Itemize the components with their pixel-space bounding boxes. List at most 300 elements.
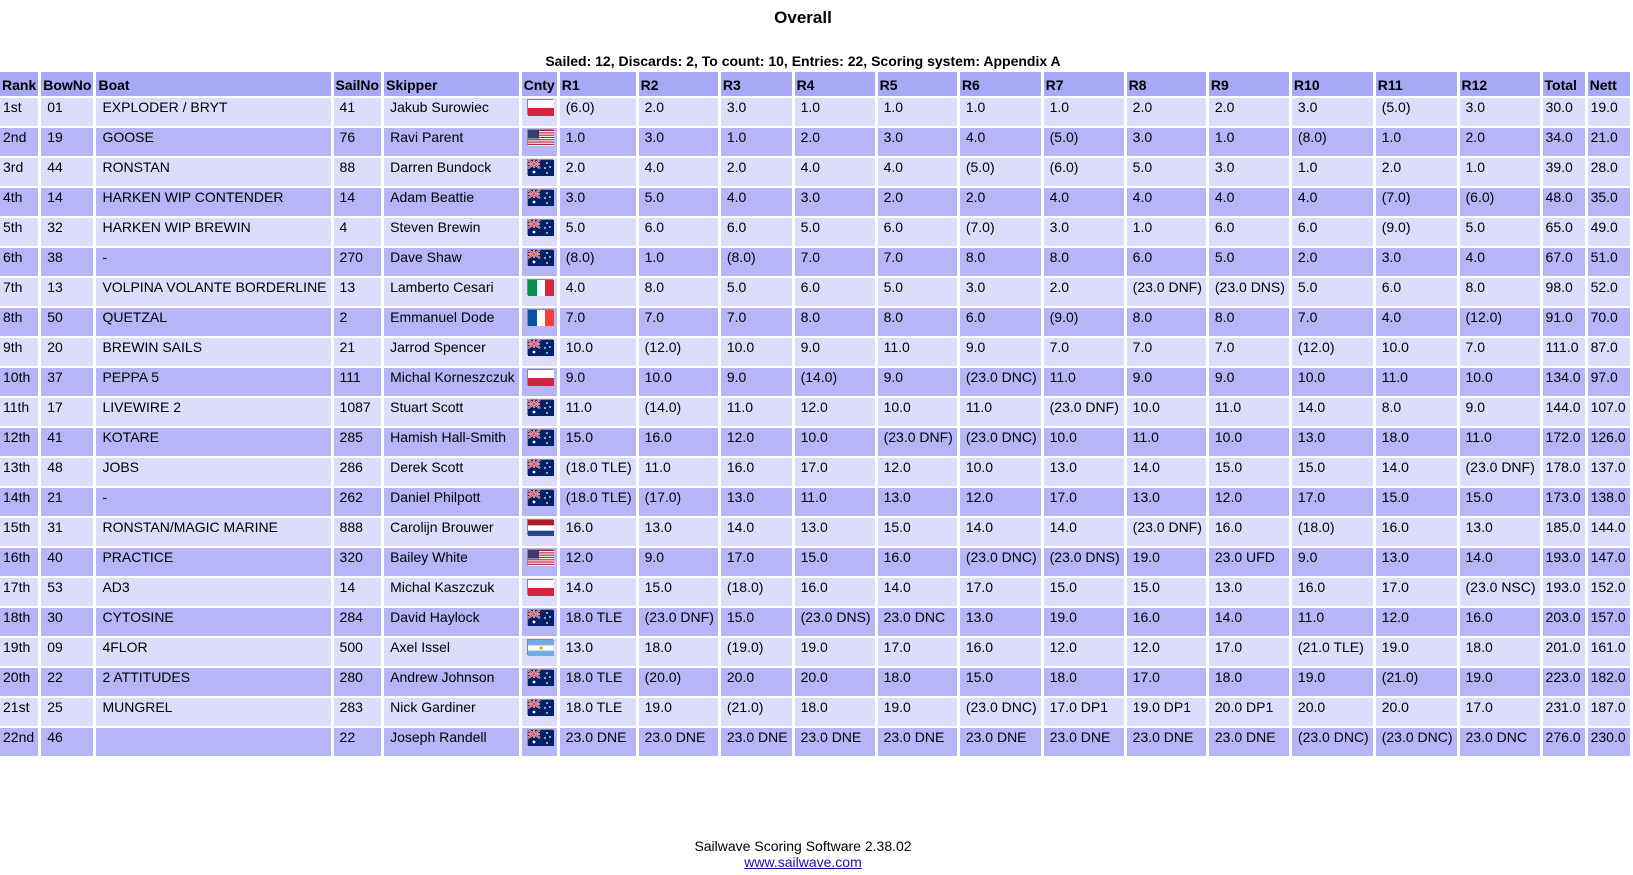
race-1-score-cell: 9.0 (560, 368, 636, 396)
sail-number-cell: 41 (334, 98, 382, 126)
rank-cell: 13th (0, 458, 38, 486)
country-cell (522, 188, 557, 216)
race-3-score-cell: (21.0) (721, 698, 792, 726)
flag-aus-icon (527, 219, 553, 235)
race-3-score-cell: 1.0 (721, 128, 792, 156)
table-row (0, 398, 1630, 426)
race-10-score-cell: 2.0 (1292, 248, 1373, 276)
race-6-score-cell: 6.0 (960, 308, 1041, 336)
race-10-score-cell: 3.0 (1292, 98, 1373, 126)
total-cell: 185.0 (1543, 518, 1585, 546)
table-row (0, 488, 1630, 516)
race-10-score-cell: 7.0 (1292, 308, 1373, 336)
table-row (0, 308, 1630, 336)
total-cell: 201.0 (1543, 638, 1585, 666)
flag-usa-icon (527, 549, 553, 565)
race-9-score-cell: 7.0 (1209, 338, 1289, 366)
country-cell (522, 278, 557, 306)
skipper-cell: Jarrod Spencer (384, 338, 519, 366)
race-1-score-cell: 5.0 (560, 218, 636, 246)
column-header-r1: R1 (560, 72, 636, 96)
race-9-score-cell: 1.0 (1209, 128, 1289, 156)
race-6-score-cell: 11.0 (960, 398, 1041, 426)
country-cell (522, 428, 557, 456)
column-header-cnty: Cnty (522, 72, 557, 96)
race-8-score-cell: 9.0 (1127, 368, 1206, 396)
rank-cell: 3rd (0, 158, 38, 186)
race-10-score-cell: 6.0 (1292, 218, 1373, 246)
race-4-score-cell: 15.0 (795, 548, 875, 576)
column-header-r3: R3 (721, 72, 792, 96)
race-3-score-cell: 2.0 (721, 158, 792, 186)
race-4-score-cell: 20.0 (795, 668, 875, 696)
country-cell (522, 728, 557, 756)
boat-name-cell: RONSTAN (96, 158, 330, 186)
race-9-score-cell: 20.0 DP1 (1209, 698, 1289, 726)
total-cell: 173.0 (1543, 488, 1585, 516)
skipper-cell: Axel Issel (384, 638, 519, 666)
sail-number-cell: 262 (334, 488, 382, 516)
country-cell (522, 548, 557, 576)
total-cell: 39.0 (1543, 158, 1585, 186)
race-3-score-cell: 9.0 (721, 368, 792, 396)
race-5-score-cell: 13.0 (878, 488, 957, 516)
race-11-score-cell: 13.0 (1376, 548, 1457, 576)
flag-aus-icon (527, 249, 553, 265)
race-12-score-cell: 3.0 (1460, 98, 1540, 126)
flag-aus-icon (527, 159, 553, 175)
skipper-cell: Joseph Randell (384, 728, 519, 756)
flag-usa-icon (527, 129, 553, 145)
race-5-score-cell: 5.0 (878, 278, 957, 306)
boat-name-cell: 4FLOR (96, 638, 330, 666)
race-1-score-cell: 13.0 (560, 638, 636, 666)
race-1-score-cell: 10.0 (560, 338, 636, 366)
boat-name-cell: RONSTAN/MAGIC MARINE (96, 518, 330, 546)
total-cell: 276.0 (1543, 728, 1585, 756)
column-header-r8: R8 (1127, 72, 1206, 96)
software-credit: Sailwave Scoring Software 2.38.02 (694, 838, 912, 854)
skipper-cell: Emmanuel Dode (384, 308, 519, 336)
race-9-score-cell: 2.0 (1209, 98, 1289, 126)
rank-cell: 18th (0, 608, 38, 636)
race-5-score-cell: 9.0 (878, 368, 957, 396)
race-12-score-cell: (12.0) (1460, 308, 1540, 336)
rank-cell: 19th (0, 638, 38, 666)
race-11-score-cell: 14.0 (1376, 458, 1457, 486)
nett-cell: 70.0 (1588, 308, 1630, 336)
page-title: Overall (774, 8, 832, 27)
race-9-score-cell: 9.0 (1209, 368, 1289, 396)
race-7-score-cell: 17.0 (1044, 488, 1124, 516)
table-row (0, 368, 1630, 396)
race-8-score-cell: 1.0 (1127, 218, 1206, 246)
rank-cell: 15th (0, 518, 38, 546)
race-9-score-cell: 12.0 (1209, 488, 1289, 516)
table-row (0, 698, 1630, 726)
race-8-score-cell: 19.0 DP1 (1127, 698, 1206, 726)
country-cell (522, 248, 557, 276)
bow-number-cell: 38 (41, 248, 93, 276)
race-6-score-cell: (5.0) (960, 158, 1041, 186)
race-6-score-cell: (7.0) (960, 218, 1041, 246)
race-8-score-cell: 5.0 (1127, 158, 1206, 186)
race-3-score-cell: 14.0 (721, 518, 792, 546)
sail-number-cell: 270 (334, 248, 382, 276)
rank-cell: 22nd (0, 728, 38, 756)
race-10-score-cell: (23.0 DNC) (1292, 728, 1373, 756)
total-cell: 193.0 (1543, 548, 1585, 576)
nett-cell: 51.0 (1588, 248, 1630, 276)
country-cell (522, 128, 557, 156)
sail-number-cell: 22 (334, 728, 382, 756)
total-cell: 34.0 (1543, 128, 1585, 156)
race-5-score-cell: 7.0 (878, 248, 957, 276)
race-1-score-cell: 18.0 TLE (560, 608, 636, 636)
total-cell: 91.0 (1543, 308, 1585, 336)
race-3-score-cell: (8.0) (721, 248, 792, 276)
nett-cell: 157.0 (1588, 608, 1630, 636)
boat-name-cell: AD3 (96, 578, 330, 606)
bow-number-cell: 19 (41, 128, 93, 156)
results-body (0, 98, 1630, 756)
race-7-score-cell: 14.0 (1044, 518, 1124, 546)
table-row (0, 248, 1630, 276)
bow-number-cell: 37 (41, 368, 93, 396)
race-9-score-cell: (23.0 DNS) (1209, 278, 1289, 306)
race-12-score-cell: 13.0 (1460, 518, 1540, 546)
race-2-score-cell: 11.0 (639, 458, 718, 486)
sail-number-cell: 14 (334, 188, 382, 216)
boat-name-cell: KOTARE (96, 428, 330, 456)
race-7-score-cell: (23.0 DNS) (1044, 548, 1124, 576)
race-6-score-cell: 13.0 (960, 608, 1041, 636)
race-5-score-cell: 3.0 (878, 128, 957, 156)
table-row (0, 548, 1630, 576)
column-header-boat: Boat (96, 72, 330, 96)
race-8-score-cell: 4.0 (1127, 188, 1206, 216)
nett-cell: 230.0 (1588, 728, 1630, 756)
boat-name-cell: EXPLODER / BRYT (96, 98, 330, 126)
flag-fra-icon (527, 309, 553, 325)
race-4-score-cell: 2.0 (795, 128, 875, 156)
skipper-cell: Nick Gardiner (384, 698, 519, 726)
race-1-score-cell: 2.0 (560, 158, 636, 186)
race-2-score-cell: 23.0 DNE (639, 728, 718, 756)
race-5-score-cell: 8.0 (878, 308, 957, 336)
race-11-score-cell: 18.0 (1376, 428, 1457, 456)
boat-name-cell: QUETZAL (96, 308, 330, 336)
flag-pol-icon (527, 579, 553, 595)
table-row (0, 98, 1630, 126)
bow-number-cell: 48 (41, 458, 93, 486)
skipper-cell: Michal Kaszczuk (384, 578, 519, 606)
race-4-score-cell: 18.0 (795, 698, 875, 726)
country-cell (522, 158, 557, 186)
country-cell (522, 518, 557, 546)
sail-number-cell: 285 (334, 428, 382, 456)
country-cell (522, 458, 557, 486)
flag-pol-icon (527, 99, 553, 115)
bow-number-cell: 30 (41, 608, 93, 636)
race-11-score-cell: 1.0 (1376, 128, 1457, 156)
race-9-score-cell: 6.0 (1209, 218, 1289, 246)
race-6-score-cell: 16.0 (960, 638, 1041, 666)
rank-cell: 5th (0, 218, 38, 246)
sailwave-link[interactable]: www.sailwave.com (744, 854, 862, 870)
race-2-score-cell: 13.0 (639, 518, 718, 546)
race-2-score-cell: 7.0 (639, 308, 718, 336)
sail-number-cell: 1087 (334, 398, 382, 426)
nett-cell: 138.0 (1588, 488, 1630, 516)
race-4-score-cell: 6.0 (795, 278, 875, 306)
race-3-score-cell: 13.0 (721, 488, 792, 516)
nett-cell: 107.0 (1588, 398, 1630, 426)
race-9-score-cell: 16.0 (1209, 518, 1289, 546)
race-7-score-cell: 3.0 (1044, 218, 1124, 246)
race-2-score-cell: 4.0 (639, 158, 718, 186)
race-4-score-cell: 12.0 (795, 398, 875, 426)
race-4-score-cell: (14.0) (795, 368, 875, 396)
nett-cell: 182.0 (1588, 668, 1630, 696)
race-9-score-cell: 8.0 (1209, 308, 1289, 336)
boat-name-cell: - (96, 488, 330, 516)
rank-cell: 7th (0, 278, 38, 306)
race-12-score-cell: 4.0 (1460, 248, 1540, 276)
nett-cell: 19.0 (1588, 98, 1630, 126)
race-6-score-cell: 8.0 (960, 248, 1041, 276)
rank-cell: 4th (0, 188, 38, 216)
race-7-score-cell: 12.0 (1044, 638, 1124, 666)
race-7-score-cell: (5.0) (1044, 128, 1124, 156)
column-header-r5: R5 (878, 72, 957, 96)
race-10-score-cell: 1.0 (1292, 158, 1373, 186)
race-10-score-cell: 16.0 (1292, 578, 1373, 606)
table-row (0, 638, 1630, 666)
sail-number-cell: 76 (334, 128, 382, 156)
race-3-score-cell: 17.0 (721, 548, 792, 576)
sail-number-cell: 88 (334, 158, 382, 186)
race-1-score-cell: (18.0 TLE) (560, 488, 636, 516)
race-10-score-cell: 19.0 (1292, 668, 1373, 696)
rank-cell: 10th (0, 368, 38, 396)
race-1-score-cell: (6.0) (560, 98, 636, 126)
flag-aus-icon (527, 489, 553, 505)
bow-number-cell: 09 (41, 638, 93, 666)
race-3-score-cell: 4.0 (721, 188, 792, 216)
race-12-score-cell: 15.0 (1460, 488, 1540, 516)
race-9-score-cell: 14.0 (1209, 608, 1289, 636)
column-header-nett: Nett (1588, 72, 1630, 96)
column-header-r6: R6 (960, 72, 1041, 96)
race-1-score-cell: (8.0) (560, 248, 636, 276)
column-header-sailno: SailNo (334, 72, 382, 96)
skipper-cell: Ravi Parent (384, 128, 519, 156)
table-row (0, 128, 1630, 156)
race-9-score-cell: 17.0 (1209, 638, 1289, 666)
rank-cell: 8th (0, 308, 38, 336)
nett-cell: 97.0 (1588, 368, 1630, 396)
race-3-score-cell: 23.0 DNE (721, 728, 792, 756)
column-header-r4: R4 (795, 72, 875, 96)
race-2-score-cell: (17.0) (639, 488, 718, 516)
total-cell: 134.0 (1543, 368, 1585, 396)
race-7-score-cell: 13.0 (1044, 458, 1124, 486)
race-7-score-cell: 23.0 DNE (1044, 728, 1124, 756)
race-10-score-cell: 15.0 (1292, 458, 1373, 486)
rank-cell: 2nd (0, 128, 38, 156)
sail-number-cell: 280 (334, 668, 382, 696)
rank-cell: 12th (0, 428, 38, 456)
race-2-score-cell: 9.0 (639, 548, 718, 576)
race-6-score-cell: 14.0 (960, 518, 1041, 546)
race-9-score-cell: 13.0 (1209, 578, 1289, 606)
race-12-score-cell: 16.0 (1460, 608, 1540, 636)
race-7-score-cell: 4.0 (1044, 188, 1124, 216)
race-11-score-cell: 16.0 (1376, 518, 1457, 546)
nett-cell: 152.0 (1588, 578, 1630, 606)
race-2-score-cell: 3.0 (639, 128, 718, 156)
flag-aus-icon (527, 699, 553, 715)
race-1-score-cell: 18.0 TLE (560, 668, 636, 696)
race-6-score-cell: 4.0 (960, 128, 1041, 156)
race-8-score-cell: 14.0 (1127, 458, 1206, 486)
column-header-r7: R7 (1044, 72, 1124, 96)
race-1-score-cell: 12.0 (560, 548, 636, 576)
race-7-score-cell: 8.0 (1044, 248, 1124, 276)
rank-cell: 9th (0, 338, 38, 366)
country-cell (522, 368, 557, 396)
race-1-score-cell: 14.0 (560, 578, 636, 606)
boat-name-cell: HARKEN WIP BREWIN (96, 218, 330, 246)
race-8-score-cell: 6.0 (1127, 248, 1206, 276)
skipper-cell: Steven Brewin (384, 218, 519, 246)
boat-name-cell: CYTOSINE (96, 608, 330, 636)
flag-arg-icon (527, 639, 553, 655)
race-5-score-cell: 14.0 (878, 578, 957, 606)
nett-cell: 52.0 (1588, 278, 1630, 306)
sail-number-cell: 21 (334, 338, 382, 366)
boat-name-cell: MUNGREL (96, 698, 330, 726)
race-11-score-cell: (23.0 DNC) (1376, 728, 1457, 756)
boat-name-cell: 2 ATTITUDES (96, 668, 330, 696)
bow-number-cell: 40 (41, 548, 93, 576)
total-cell: 144.0 (1543, 398, 1585, 426)
race-9-score-cell: 5.0 (1209, 248, 1289, 276)
race-1-score-cell: 15.0 (560, 428, 636, 456)
race-9-score-cell: 15.0 (1209, 458, 1289, 486)
race-1-score-cell: 4.0 (560, 278, 636, 306)
sail-number-cell: 284 (334, 608, 382, 636)
race-12-score-cell: (23.0 DNF) (1460, 458, 1540, 486)
race-7-score-cell: 7.0 (1044, 338, 1124, 366)
race-6-score-cell: 23.0 DNE (960, 728, 1041, 756)
race-7-score-cell: 18.0 (1044, 668, 1124, 696)
race-5-score-cell: 11.0 (878, 338, 957, 366)
race-2-score-cell: (23.0 DNF) (639, 608, 718, 636)
race-5-score-cell: 12.0 (878, 458, 957, 486)
race-2-score-cell: (14.0) (639, 398, 718, 426)
sail-number-cell: 500 (334, 638, 382, 666)
race-8-score-cell: (23.0 DNF) (1127, 518, 1206, 546)
race-10-score-cell: 17.0 (1292, 488, 1373, 516)
bow-number-cell: 20 (41, 338, 93, 366)
race-2-score-cell: 16.0 (639, 428, 718, 456)
race-10-score-cell: (8.0) (1292, 128, 1373, 156)
race-12-score-cell: 11.0 (1460, 428, 1540, 456)
race-8-score-cell: 11.0 (1127, 428, 1206, 456)
bow-number-cell: 01 (41, 98, 93, 126)
race-10-score-cell: (12.0) (1292, 338, 1373, 366)
column-header-r12: R12 (1460, 72, 1540, 96)
skipper-cell: Jakub Surowiec (384, 98, 519, 126)
race-6-score-cell: 2.0 (960, 188, 1041, 216)
race-10-score-cell: 4.0 (1292, 188, 1373, 216)
race-11-score-cell: 20.0 (1376, 698, 1457, 726)
race-7-score-cell: 1.0 (1044, 98, 1124, 126)
nett-cell: 187.0 (1588, 698, 1630, 726)
race-8-score-cell: 13.0 (1127, 488, 1206, 516)
bow-number-cell: 25 (41, 698, 93, 726)
race-12-score-cell: 8.0 (1460, 278, 1540, 306)
table-row (0, 578, 1630, 606)
sail-number-cell: 283 (334, 698, 382, 726)
race-6-score-cell: 3.0 (960, 278, 1041, 306)
flag-pol-icon (527, 369, 553, 385)
race-2-score-cell: 10.0 (639, 368, 718, 396)
race-4-score-cell: 9.0 (795, 338, 875, 366)
race-11-score-cell: 10.0 (1376, 338, 1457, 366)
race-1-score-cell: 16.0 (560, 518, 636, 546)
boat-name-cell: - (96, 248, 330, 276)
race-11-score-cell: 4.0 (1376, 308, 1457, 336)
race-8-score-cell: (23.0 DNF) (1127, 278, 1206, 306)
results-table (0, 70, 1633, 758)
total-cell: 231.0 (1543, 698, 1585, 726)
race-2-score-cell: 15.0 (639, 578, 718, 606)
race-8-score-cell: 16.0 (1127, 608, 1206, 636)
country-cell (522, 398, 557, 426)
flag-aus-icon (527, 429, 553, 445)
total-cell: 48.0 (1543, 188, 1585, 216)
race-7-score-cell: 19.0 (1044, 608, 1124, 636)
race-4-score-cell: 3.0 (795, 188, 875, 216)
race-6-score-cell: 12.0 (960, 488, 1041, 516)
rank-cell: 17th (0, 578, 38, 606)
race-12-score-cell: 14.0 (1460, 548, 1540, 576)
column-header-rank: Rank (0, 72, 38, 96)
table-row (0, 668, 1630, 696)
race-2-score-cell: 8.0 (639, 278, 718, 306)
race-11-score-cell: 2.0 (1376, 158, 1457, 186)
total-cell: 67.0 (1543, 248, 1585, 276)
skipper-cell: Adam Beattie (384, 188, 519, 216)
race-7-score-cell: 17.0 DP1 (1044, 698, 1124, 726)
race-12-score-cell: 17.0 (1460, 698, 1540, 726)
race-4-score-cell: 13.0 (795, 518, 875, 546)
race-10-score-cell: (21.0 TLE) (1292, 638, 1373, 666)
race-4-score-cell: 17.0 (795, 458, 875, 486)
race-7-score-cell: 11.0 (1044, 368, 1124, 396)
total-cell: 223.0 (1543, 668, 1585, 696)
race-10-score-cell: 10.0 (1292, 368, 1373, 396)
race-12-score-cell: 19.0 (1460, 668, 1540, 696)
race-4-score-cell: 16.0 (795, 578, 875, 606)
skipper-cell: Dave Shaw (384, 248, 519, 276)
race-9-score-cell: 23.0 DNE (1209, 728, 1289, 756)
race-12-score-cell: 23.0 DNC (1460, 728, 1540, 756)
nett-cell: 137.0 (1588, 458, 1630, 486)
